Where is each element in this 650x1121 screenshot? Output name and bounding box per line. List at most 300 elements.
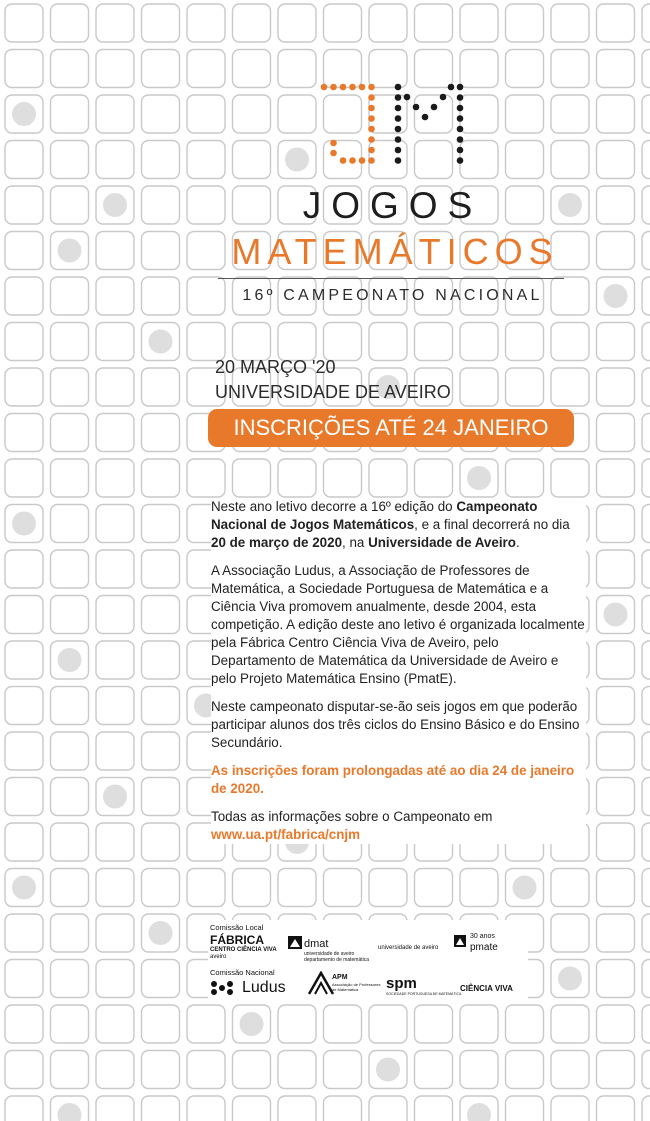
grid-cell xyxy=(551,459,589,497)
grid-cell xyxy=(642,368,650,406)
grid-cell xyxy=(142,687,180,725)
title-jogos: JOGOS xyxy=(302,185,483,226)
grid-dot xyxy=(12,512,36,536)
grid-cell xyxy=(551,141,589,179)
grid-cell xyxy=(278,50,316,88)
paragraph-intro xyxy=(211,498,586,552)
grid-cell xyxy=(642,141,650,179)
logo-dot xyxy=(395,105,402,112)
grid-cell xyxy=(187,1096,225,1121)
grid-cell xyxy=(460,1051,498,1089)
ludus-logo: Ludus xyxy=(242,979,286,996)
ciencia-viva-logo: CIÊNCIA VIVA xyxy=(460,984,513,993)
grid-cell xyxy=(415,1051,453,1089)
subtitle-campeonato: 16º CAMPEONATO NACIONAL xyxy=(242,287,543,304)
fabrica-sub: CENTRO CIÊNCIA VIVA xyxy=(210,947,277,953)
grid-cell xyxy=(51,732,89,770)
grid-cell xyxy=(5,960,43,998)
grid-cell xyxy=(597,778,635,816)
grid-cell xyxy=(96,95,134,133)
grid-cell xyxy=(142,1096,180,1121)
grid-cell xyxy=(642,732,650,770)
grid-cell xyxy=(187,4,225,42)
grid-cell xyxy=(324,323,362,361)
grid-cell xyxy=(597,141,635,179)
grid-cell xyxy=(5,687,43,725)
grid-dot xyxy=(604,603,628,627)
grid-cell xyxy=(142,960,180,998)
grid-cell xyxy=(324,1005,362,1043)
title-matematicos: MATEMÁTICOS xyxy=(231,231,559,272)
grid-cell xyxy=(142,141,180,179)
grid-cell xyxy=(187,1005,225,1043)
grid-dot xyxy=(58,648,82,672)
apm-triangle-icon xyxy=(308,971,334,995)
logo-dot xyxy=(404,94,411,101)
grid-cell xyxy=(187,95,225,133)
grid-cell xyxy=(278,869,316,907)
logo-dot xyxy=(368,147,375,154)
paragraph-games: Neste campeonato disputar-se-ão seis jogos em que poderão participar alunos dos três ciclos do Ensino Básico e do Ensino Secundário. xyxy=(211,699,580,750)
ua-logo-text: universidade de aveiro xyxy=(378,945,439,951)
grid-cell xyxy=(96,550,134,588)
grid-cell xyxy=(278,323,316,361)
grid-cell xyxy=(5,459,43,497)
grid-cell xyxy=(597,505,635,543)
logo-dot xyxy=(340,157,347,164)
grid-cell xyxy=(142,277,180,315)
grid-cell xyxy=(642,459,650,497)
intro-text-2: , e a final decorrerá no dia xyxy=(414,517,570,532)
grid-cell xyxy=(460,1005,498,1043)
intro-text-4: . xyxy=(515,535,520,550)
fabrica-city: aveiro xyxy=(210,954,227,960)
grid-cell xyxy=(415,4,453,42)
paragraph-info xyxy=(211,808,586,844)
grid-cell xyxy=(642,1096,650,1121)
logo-dot xyxy=(340,84,347,91)
grid-cell xyxy=(597,4,635,42)
grid-cell xyxy=(142,823,180,861)
grid-cell xyxy=(551,914,589,952)
grid-cell xyxy=(369,323,407,361)
grid-cell xyxy=(642,641,650,679)
grid-cell xyxy=(5,1005,43,1043)
logo-dot xyxy=(431,104,438,111)
grid-cell xyxy=(369,869,407,907)
grid-dot xyxy=(513,876,537,900)
grid-dot xyxy=(558,967,582,991)
grid-cell xyxy=(5,186,43,224)
grid-cell xyxy=(597,914,635,952)
grid-cell xyxy=(324,869,362,907)
grid-cell xyxy=(5,141,43,179)
logo-dot xyxy=(440,94,447,101)
grid-cell xyxy=(51,550,89,588)
grid-cell xyxy=(142,1005,180,1043)
grid-dot xyxy=(285,148,309,172)
grid-dot xyxy=(12,876,36,900)
logo-dot xyxy=(368,84,375,91)
grid-cell xyxy=(96,1005,134,1043)
grid-cell xyxy=(597,687,635,725)
spm-logo: spm xyxy=(386,975,417,992)
grid-dot xyxy=(467,466,491,490)
grid-cell xyxy=(597,1051,635,1089)
intro-bold-3: Universidade de Aveiro xyxy=(368,535,516,550)
logo-dot xyxy=(422,114,429,121)
intro-bold-1: Campeonato Nacional de Jogos Matemáticos xyxy=(211,499,538,532)
grid-cell xyxy=(460,4,498,42)
grid-cell xyxy=(96,1096,134,1121)
grid-cell xyxy=(51,778,89,816)
grid-cell xyxy=(187,323,225,361)
grid-cell xyxy=(642,914,650,952)
grid-cell xyxy=(597,459,635,497)
grid-cell xyxy=(51,596,89,634)
logo-dot xyxy=(368,136,375,143)
grid-cell xyxy=(597,960,635,998)
grid-dot xyxy=(103,193,127,217)
logo-dot xyxy=(457,84,464,91)
grid-cell xyxy=(506,141,544,179)
grid-cell xyxy=(51,186,89,224)
grid-cell xyxy=(369,4,407,42)
grid-cell xyxy=(51,505,89,543)
grid-cell xyxy=(642,95,650,133)
grid-cell xyxy=(642,1051,650,1089)
apm-logo: APM xyxy=(332,974,348,981)
grid-cell xyxy=(142,778,180,816)
grid-cell xyxy=(142,459,180,497)
logo-dot xyxy=(395,84,402,91)
paragraph-organizers: A Associação Ludus, a Associação de Professores de Matemática, a Sociedade Portuguesa de Matemática e a Ciência Viva promovem anualmente, desde 2004, esta competição. A edição deste ano letivo é organizada localmente pela Fábrica Centro Ciência Viva de Aveiro, pelo Departamento de Matemática da Universidade de Aveiro e pelo Projeto Matemática Ensino (PmatE). xyxy=(211,563,585,686)
grid-cell xyxy=(506,4,544,42)
grid-cell xyxy=(5,232,43,270)
logo-dot xyxy=(368,94,375,101)
info-link[interactable]: www.ua.pt/fabrica/cnjm xyxy=(211,827,361,842)
grid-cell xyxy=(642,823,650,861)
grid-cell xyxy=(506,95,544,133)
logo-dot xyxy=(457,157,464,164)
grid-cell xyxy=(460,323,498,361)
grid-cell xyxy=(96,869,134,907)
grid-cell xyxy=(96,596,134,634)
paragraph-extension: As inscrições foram prolongadas até ao dia 24 de janeiro de 2020. xyxy=(211,763,575,796)
grid-cell xyxy=(278,1005,316,1043)
grid-cell xyxy=(597,823,635,861)
grid-cell xyxy=(5,823,43,861)
grid-cell xyxy=(51,960,89,998)
grid-cell xyxy=(51,1051,89,1089)
grid-cell xyxy=(51,368,89,406)
grid-cell xyxy=(51,4,89,42)
grid-cell xyxy=(51,914,89,952)
grid-cell xyxy=(96,277,134,315)
grid-cell xyxy=(551,869,589,907)
grid-cell xyxy=(642,960,650,998)
grid-cell xyxy=(51,50,89,88)
grid-cell xyxy=(51,869,89,907)
grid-cell xyxy=(278,459,316,497)
grid-cell xyxy=(142,505,180,543)
grid-cell xyxy=(96,50,134,88)
registration-banner: INSCRIÇÕES ATÉ 24 JANEIRO xyxy=(208,409,574,447)
grid-cell xyxy=(597,414,635,452)
grid-cell xyxy=(551,1005,589,1043)
grid-cell xyxy=(233,869,271,907)
grid-cell xyxy=(187,141,225,179)
grid-cell xyxy=(324,4,362,42)
grid-cell xyxy=(415,869,453,907)
grid-cell xyxy=(96,687,134,725)
grid-cell xyxy=(597,323,635,361)
grid-cell xyxy=(5,368,43,406)
grid-cell xyxy=(597,95,635,133)
grid-cell xyxy=(642,778,650,816)
grid-cell xyxy=(642,232,650,270)
grid-cell xyxy=(142,232,180,270)
grid-cell xyxy=(233,95,271,133)
grid-cell xyxy=(642,550,650,588)
grid-cell xyxy=(51,414,89,452)
grid-cell xyxy=(233,141,271,179)
grid-cell xyxy=(142,550,180,588)
grid-cell xyxy=(5,641,43,679)
grid-cell xyxy=(415,459,453,497)
logo-dot xyxy=(395,126,402,133)
partners-area xyxy=(208,920,528,1000)
grid-cell xyxy=(142,732,180,770)
intro-text-1: Neste ano letivo decorre a 16º edição do xyxy=(211,499,457,514)
logo-dot xyxy=(368,105,375,112)
grid-cell xyxy=(506,1096,544,1121)
grid-cell xyxy=(187,459,225,497)
event-date: 20 MARÇO '20 xyxy=(215,357,336,377)
logo-dot xyxy=(457,105,464,112)
grid-cell xyxy=(551,323,589,361)
grid-dot xyxy=(58,1103,82,1121)
grid-cell xyxy=(415,1005,453,1043)
grid-dot xyxy=(376,1058,400,1082)
logo-dot xyxy=(457,126,464,133)
logo-dot xyxy=(395,157,402,164)
national-committee-label: Comissão Nacional xyxy=(210,968,275,977)
grid-cell xyxy=(96,4,134,42)
logo-dot xyxy=(395,94,402,101)
grid-cell xyxy=(5,596,43,634)
logo-dot xyxy=(368,115,375,122)
grid-cell xyxy=(551,4,589,42)
intro-bold-2: 20 de março de 2020 xyxy=(211,535,343,550)
grid-cell xyxy=(187,1051,225,1089)
logo-dot xyxy=(413,104,420,111)
grid-cell xyxy=(460,368,498,406)
fabrica-logo: FÁBRICA xyxy=(210,933,264,947)
grid-cell xyxy=(597,869,635,907)
dmat-logo: dmat xyxy=(304,938,329,950)
pmate-logo: pmate xyxy=(470,942,498,953)
logo-dot xyxy=(395,115,402,122)
grid-dot xyxy=(240,1012,264,1036)
grid-cell xyxy=(5,914,43,952)
grid-cell xyxy=(51,277,89,315)
body-text xyxy=(211,498,586,844)
grid-cell xyxy=(5,778,43,816)
logo-dot xyxy=(395,136,402,143)
grid-cell xyxy=(233,323,271,361)
grid-cell xyxy=(642,687,650,725)
grid-cell xyxy=(597,550,635,588)
grid-cell xyxy=(642,869,650,907)
grid-cell xyxy=(96,914,134,952)
grid-cell xyxy=(369,1096,407,1121)
grid-cell xyxy=(597,1096,635,1121)
grid-cell xyxy=(5,550,43,588)
apm-sub: Associação de Professores de Matemática xyxy=(332,982,381,992)
grid-dot xyxy=(12,102,36,126)
grid-cell xyxy=(96,141,134,179)
grid-cell xyxy=(551,1096,589,1121)
spm-sub: SOCIEDADE PORTUGUESA DE MATEMÁTICA xyxy=(386,992,462,996)
grid-cell xyxy=(324,1051,362,1089)
grid-dot xyxy=(58,239,82,263)
grid-cell xyxy=(51,141,89,179)
grid-cell xyxy=(96,732,134,770)
grid-cell xyxy=(233,50,271,88)
grid-cell xyxy=(51,95,89,133)
logo-dot xyxy=(330,150,337,157)
grid-cell xyxy=(642,4,650,42)
grid-cell xyxy=(51,823,89,861)
grid-cell xyxy=(96,823,134,861)
grid-cell xyxy=(142,641,180,679)
grid-cell xyxy=(551,368,589,406)
grid-cell xyxy=(96,232,134,270)
grid-cell xyxy=(551,50,589,88)
grid-cell xyxy=(142,596,180,634)
grid-cell xyxy=(506,459,544,497)
grid-cell xyxy=(96,414,134,452)
grid-cell xyxy=(96,368,134,406)
grid-cell xyxy=(142,186,180,224)
grid-cell xyxy=(506,368,544,406)
logo-dot xyxy=(368,126,375,133)
grid-cell xyxy=(597,368,635,406)
logo-dot xyxy=(349,84,356,91)
local-committee-label: Comissão Local xyxy=(210,923,264,932)
grid-cell xyxy=(51,459,89,497)
logo-dot xyxy=(330,84,337,91)
logo-dot xyxy=(457,94,464,101)
grid-cell xyxy=(5,1051,43,1089)
grid-cell xyxy=(415,323,453,361)
grid-dot xyxy=(604,284,628,308)
grid-cell xyxy=(278,1096,316,1121)
title-divider xyxy=(218,278,564,279)
grid-cell xyxy=(642,1005,650,1043)
logo-dot xyxy=(330,140,337,147)
grid-cell xyxy=(324,1096,362,1121)
grid-cell xyxy=(369,459,407,497)
intro-text-3: , na xyxy=(342,535,369,550)
event-place: UNIVERSIDADE DE AVEIRO xyxy=(215,382,451,402)
logo-dot xyxy=(395,147,402,154)
grid-cell xyxy=(324,459,362,497)
grid-cell xyxy=(233,4,271,42)
grid-cell xyxy=(96,459,134,497)
grid-cell xyxy=(5,732,43,770)
pmate-years: 30 anos xyxy=(470,933,495,940)
grid-cell xyxy=(5,50,43,88)
grid-cell xyxy=(142,50,180,88)
grid-cell xyxy=(551,1051,589,1089)
grid-cell xyxy=(506,50,544,88)
grid-cell xyxy=(142,368,180,406)
grid-cell xyxy=(96,505,134,543)
grid-cell xyxy=(597,641,635,679)
grid-cell xyxy=(5,414,43,452)
grid-cell xyxy=(142,1051,180,1089)
logo-dot xyxy=(359,157,366,164)
grid-cell xyxy=(187,50,225,88)
grid-cell xyxy=(642,50,650,88)
grid-cell xyxy=(642,596,650,634)
logo-dot xyxy=(457,147,464,154)
logo-dot xyxy=(359,84,366,91)
grid-cell xyxy=(5,4,43,42)
grid-cell xyxy=(233,1096,271,1121)
grid-cell xyxy=(96,1051,134,1089)
grid-cell xyxy=(233,459,271,497)
grid-cell xyxy=(96,323,134,361)
grid-cell xyxy=(506,1051,544,1089)
logo-dot xyxy=(448,84,455,91)
grid-cell xyxy=(142,4,180,42)
grid-dot xyxy=(149,921,173,945)
grid-cell xyxy=(642,277,650,315)
logo-dot xyxy=(457,115,464,122)
grid-cell xyxy=(96,641,134,679)
grid-cell xyxy=(642,186,650,224)
grid-cell xyxy=(506,323,544,361)
logo-dot xyxy=(321,84,328,91)
grid-cell xyxy=(142,95,180,133)
logo-dot xyxy=(349,157,356,164)
ua-emblem-small-icon xyxy=(454,935,466,947)
grid-cell xyxy=(597,732,635,770)
grid-cell xyxy=(642,414,650,452)
ua-emblem-icon xyxy=(288,936,302,949)
grid-cell xyxy=(642,323,650,361)
grid-cell xyxy=(551,95,589,133)
grid-cell xyxy=(278,1051,316,1089)
grid-cell xyxy=(51,1005,89,1043)
grid-cell xyxy=(460,869,498,907)
grid-cell xyxy=(51,323,89,361)
grid-cell xyxy=(597,232,635,270)
info-text: Todas as informações sobre o Campeonato em xyxy=(211,809,493,824)
grid-cell xyxy=(369,1005,407,1043)
grid-cell xyxy=(642,505,650,543)
grid-cell xyxy=(142,414,180,452)
grid-cell xyxy=(187,869,225,907)
grid-cell xyxy=(597,50,635,88)
grid-cell xyxy=(278,4,316,42)
grid-cell xyxy=(96,960,134,998)
grid-cell xyxy=(233,1051,271,1089)
grid-cell xyxy=(506,1005,544,1043)
